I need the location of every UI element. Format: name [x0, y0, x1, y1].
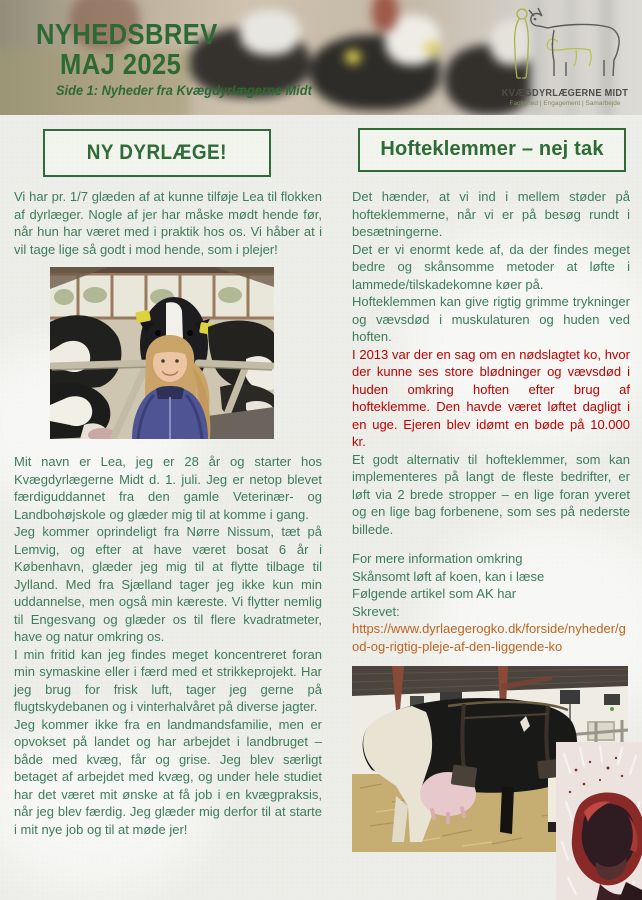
photo-new-vet-with-cows	[50, 267, 274, 439]
clinic-logo	[496, 4, 634, 112]
logo-cow-illustration	[496, 4, 634, 82]
left-heading-box	[43, 129, 271, 177]
left-intro-paragraph: Vi har pr. 1/7 glæden af at kunne tilføje Lea til flokken af dyrlæger. Nogle af jer har måske mødt hende før, når hun har været med i praktik hos os. Vi håber at i vil tage lige så godt i mod hende, som i plejer!	[14, 189, 322, 257]
bio-paragraph: Jeg kommer oprindeligt fra Nørre Nissum, tæt på Lemvig, og efter at have været bosat 6 år i København, glæder jeg mig til at flytte tilbage til Jylland. Med fra Sjælland tager jeg ikke kun min uddannelse, men også min kæreste. Vi flytter nemlig til Engesvang og glæder os til flere kvadratmeter, have og natur omkring os.	[14, 524, 322, 644]
bio-paragraph: Mit navn er Lea, jeg er 28 år og starter hos Kvægdyrlægerne Midt d. 1. juli. Jeg er netop blevet færdiguddannet fra den gamle Veterinær- og Landbohøjskole og glæder mig til at komme i gang.	[14, 454, 322, 522]
hip-clamp-paragraph: Det hænder, at vi ind i mellem støder på hofteklemmerne, når vi er på besøg rundt i besætningerne.	[352, 189, 630, 239]
left-column	[14, 115, 322, 838]
bio-paragraph: Jeg kommer ikke fra en landmandsfamilie, men er opvokset på landet og har arbejdet i landbruget – både med kvæg, får og grise. Jeg blev særligt betaget af arbejdet med kvæg, og under hele studiet har det været mit ønske at få job i en kvægpraksis, når jeg blev færdig. Jeg glæder mig derfor til at starte i mit nye job og til at møde jer!	[14, 716, 322, 837]
hip-clamp-paragraph: Hofteklemmen kan give rigtig grimme trykninger og vævsdød i muskulaturen og huden ved hoften.	[352, 294, 630, 344]
info-line: Følgende artikel som AK har	[352, 586, 517, 601]
case-2013-paragraph: I 2013 var der en sag om en nødslagtet ko, hvor der kunne ses store blødninger og vævsdød i huden omkring hoften efter brug af hofteklemme. Den havde været løftet dagligt i en uge. Ejeren blev idømt en bøde på 10.000 kr.	[352, 346, 630, 449]
header-text-block	[36, 20, 325, 98]
hip-clamp-paragraph: Det er vi enormt kede af, da der findes meget bedre og skånsomme metoder at løfte i lammede/tilskadekomne køer på.	[352, 241, 630, 292]
newsletter-subtitle: Side 1: Nyheder fra Kvægdyrlægerne Midt	[56, 83, 312, 98]
info-line: Skånsomt løft af koen, kan i læse	[352, 568, 545, 584]
article-link[interactable]: https://www.dyrlaegerogko.dk/forside/nyheder/god-og-rigtig-pleje-af-den-liggende-ko	[352, 621, 626, 654]
alternative-paragraph: Et godt alternativ til hofteklemmer, som kan implementeres på langt de fleste bedrifter, er løft via 2 brede stropper – en lige foran yveret og en lige bag forbenene, som ses på nederste billede.	[352, 451, 630, 537]
right-heading: Hofteklemmer – nej tak	[380, 138, 604, 161]
bio-paragraph: I min fritid kan jeg findes meget koncentreret foran min symaskine eller i færd med et strikkeprojekt. Har jeg brug for frisk luft, tager jeg gerne på flugtskydebanen og i vinterhalvåret på diverse jagter.	[14, 646, 322, 714]
info-line: Skrevet:	[352, 603, 400, 619]
logo-tagline: Faglighed | Engagement | Samarbejde	[509, 100, 621, 107]
newsletter-title: NYHEDSBREV	[36, 19, 218, 51]
info-line: For mere information omkring	[352, 551, 523, 566]
more-info-block	[352, 550, 630, 620]
photo-hip-wound	[556, 742, 642, 900]
logo-name: KVÆGDYRLÆGERNE MIDT	[501, 88, 629, 99]
header-banner	[0, 0, 642, 115]
left-heading: NY DYRLÆGE!	[86, 141, 228, 165]
newsletter-month: MAJ 2025	[60, 49, 182, 81]
left-bio-block	[14, 453, 322, 838]
right-heading-box	[358, 128, 626, 172]
